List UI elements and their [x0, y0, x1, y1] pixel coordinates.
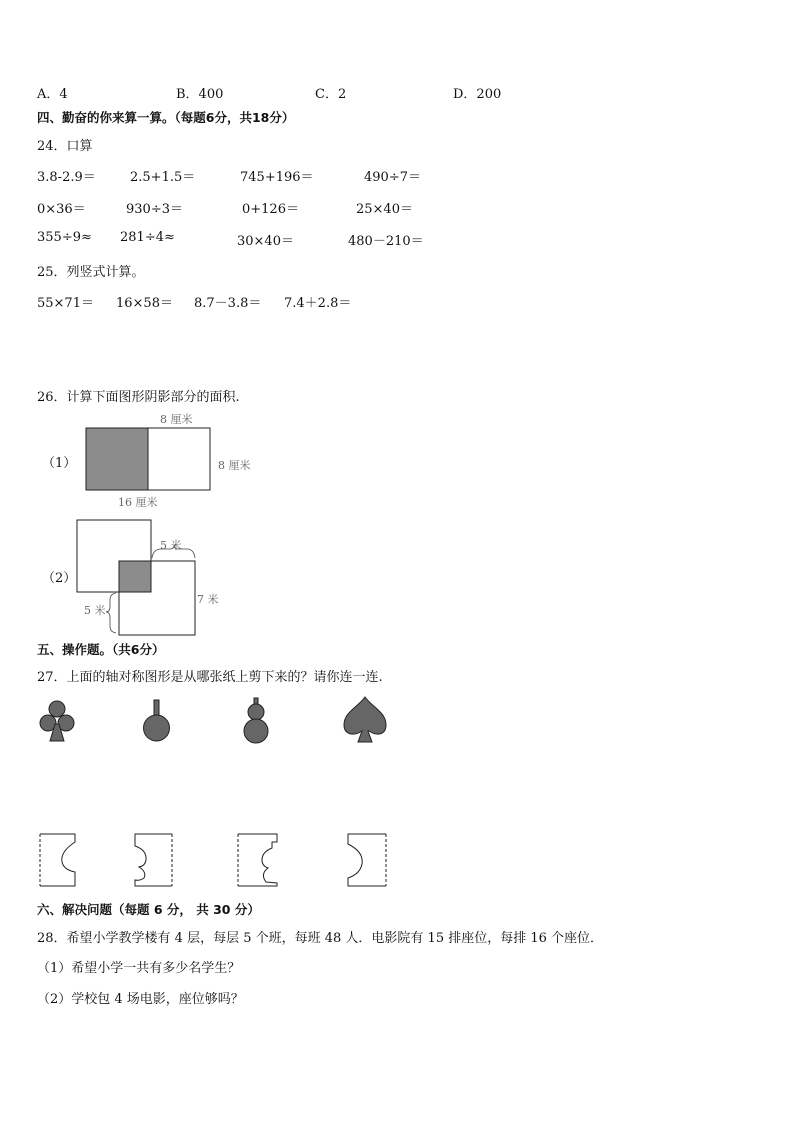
figure-1-top-dim: 8 厘米	[160, 413, 193, 426]
choice-b: B．400	[176, 87, 224, 102]
calc-item: 930÷3＝	[126, 202, 183, 217]
calc-item: 0×36＝	[37, 202, 86, 217]
q24-label: 24．口算	[37, 139, 93, 154]
calc-item: 55×71＝	[37, 296, 94, 311]
figure-2-left-dim: 5 米	[84, 604, 106, 617]
q27-label: 27．上面的轴对称图形是从哪张纸上剪下来的？请你连一连.	[37, 670, 383, 685]
figure-2-top-dim: 5 米	[160, 539, 182, 552]
choice-d: D．200	[453, 87, 502, 102]
figure-2-right-dim: 7 米	[197, 593, 219, 606]
q25-label: 25．列竖式计算。	[37, 265, 145, 280]
gourd-shape	[244, 698, 268, 743]
section5-heading: 五、操作题。（共6分）	[37, 642, 165, 657]
calc-item: 16×58＝	[116, 296, 173, 311]
club-shape	[40, 701, 74, 741]
figure-1-bottom-dim: 16 厘米	[118, 496, 158, 509]
paper-piece-1	[40, 834, 75, 886]
paper-piece-4	[348, 834, 386, 886]
calc-item: 745+196＝	[240, 170, 314, 185]
calc-item: 30×40＝	[237, 234, 294, 249]
q28-text: 28．希望小学教学楼有 4 层，每层 5 个班，每班 48 人．电影院有 15 排座位，每排 16 个座位．	[37, 931, 604, 946]
figure-1-label: （1）	[42, 456, 77, 471]
calc-item: 2.5+1.5＝	[130, 170, 196, 185]
calc-item: 25×40＝	[356, 202, 413, 217]
calc-item: 8.7－3.8＝	[194, 296, 262, 311]
spade-shape	[344, 697, 386, 742]
calc-item: 480－210＝	[348, 234, 424, 249]
choice-a: A．4	[37, 87, 68, 102]
q28-sub2: （2）学校包 4 场电影，座位够吗？	[37, 992, 244, 1007]
paper-piece-3	[238, 834, 277, 886]
calc-item: 0+126＝	[242, 202, 299, 217]
q26-label: 26．计算下面图形阴影部分的面积.	[37, 390, 240, 405]
choice-c: C．2	[315, 87, 347, 102]
section4-heading: 四、勤奋的你来算一算。（每题6分，共18分）	[37, 110, 295, 125]
calc-item: 490÷7＝	[364, 170, 421, 185]
figure-2-label: （2）	[42, 571, 77, 586]
paper-piece-2	[135, 834, 172, 886]
calc-item: 355÷9≈	[37, 230, 92, 245]
q28-sub1: （1）希望小学一共有多少名学生？	[37, 961, 241, 976]
calc-item: 3.8-2.9＝	[37, 170, 96, 185]
section6-heading: 六、解决问题（每题 6 分， 共 30 分）	[37, 902, 260, 917]
keyhole-shape	[144, 700, 170, 741]
calc-item: 281÷4≈	[120, 230, 175, 245]
calc-item: 7.4＋2.8＝	[284, 296, 352, 311]
figure-1-right-dim: 8 厘米	[218, 459, 251, 472]
